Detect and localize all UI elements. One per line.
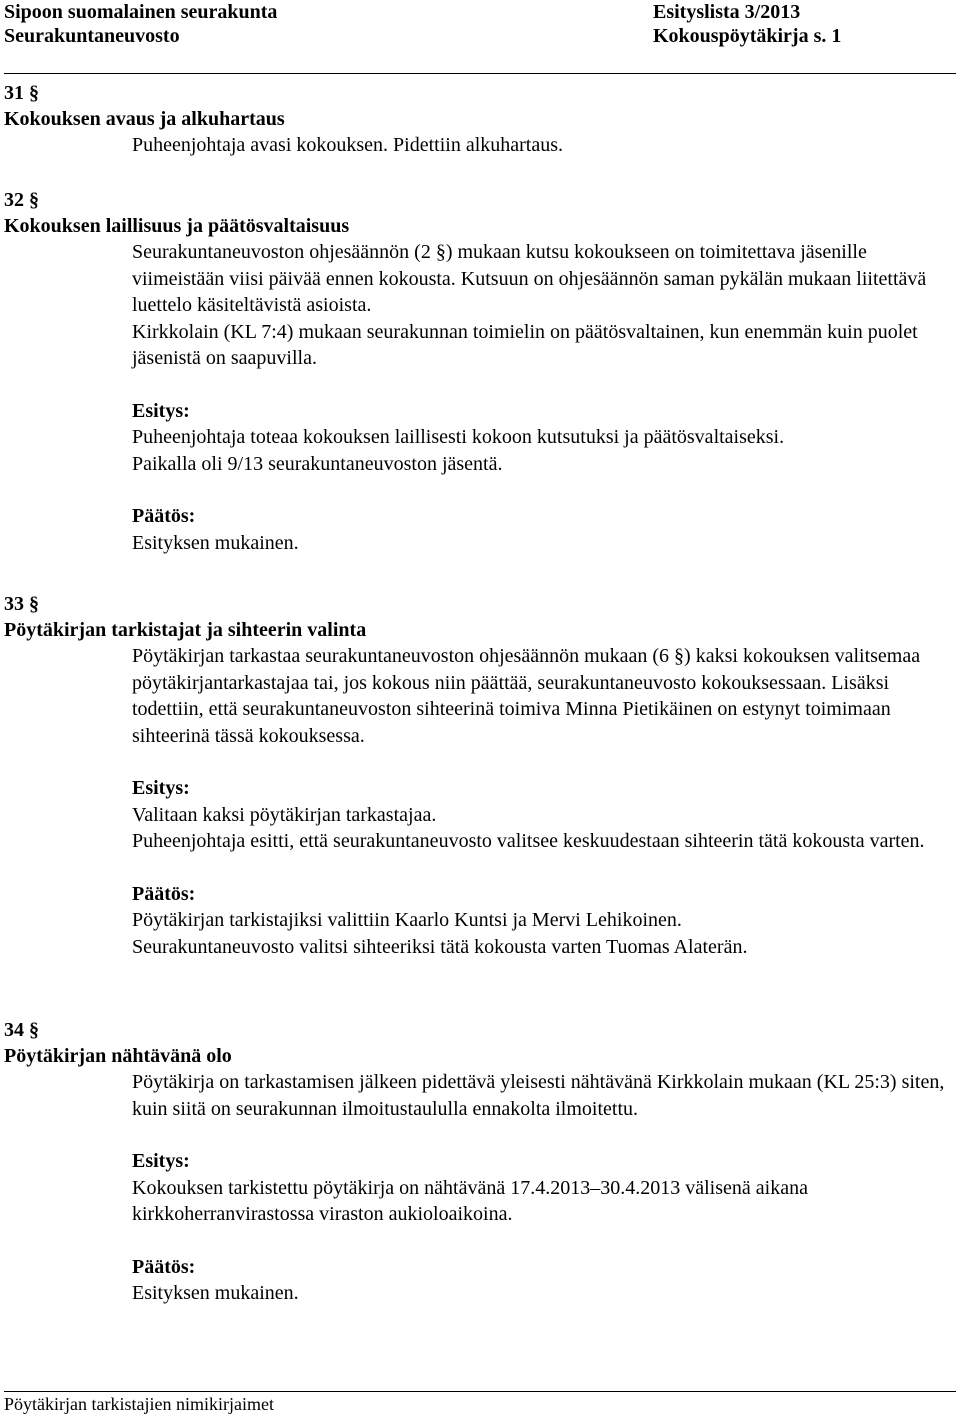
section-number: 33 § (4, 593, 39, 615)
section-body (132, 1069, 956, 1307)
proposal-label: Esitys: (132, 777, 190, 799)
decision-text: Esityksen mukainen. (132, 531, 299, 554)
section-34 (4, 1017, 956, 1307)
agenda-number: Esityslista 3/2013 (653, 1, 801, 23)
section-title: Pöytäkirjan tarkistajat ja sihteerin valinta (4, 619, 367, 641)
minutes-page: Kokouspöytäkirja s. 1 (653, 25, 842, 47)
footer-divider (4, 1391, 956, 1392)
section-title: Kokouksen avaus ja alkuhartaus (4, 108, 285, 130)
header-left (4, 0, 277, 48)
org-name: Sipoon suomalainen seurakunta (4, 1, 278, 23)
footer-initials-label: Pöytäkirjan tarkistajien nimikirjaimet (4, 1394, 274, 1414)
section-body (132, 239, 956, 556)
paragraph: Pöytäkirja on tarkastamisen jälkeen pidettävä yleisesti nähtävänä Kirkkolain mukaan (KL 25:3) siten, kuin siitä on seurakunnan ilmoitustaululla ennakolta ilmoitettu. (132, 1071, 945, 1120)
paragraph: Kirkkolain (KL 7:4) mukaan seurakunnan toimielin on päätösvaltainen, kun enemmän kuin puolet jäsenistä on saapuvilla. (132, 320, 918, 369)
section-32 (4, 187, 956, 556)
section-number: 34 § (4, 1019, 39, 1041)
paragraph: Seurakuntaneuvoston ohjesäännön (2 §) mukaan kutsu kokoukseen on toimitettava jäsenille viimeistään viisi päivää ennen kokousta. Kutsuun on ohjesäännön saman pykälän mukaan liitettävä luettelo käsiteltävistä asioista. (132, 241, 927, 316)
body-name: Seurakuntaneuvosto (4, 25, 180, 47)
proposal-text: Kokouksen tarkistettu pöytäkirja on nähtävänä 17.4.2013–30.4.2013 välisenä aikana kirkkoherranvirastossa viraston aukioloaikoina. (132, 1176, 808, 1225)
proposal-text: Puheenjohtaja toteaa kokouksen laillisesti kokoon kutsutuksi ja päätösvaltaiseksi. (132, 426, 785, 448)
section-body (132, 643, 956, 960)
decision-text: Esityksen mukainen. (132, 1282, 299, 1304)
section-31 (4, 80, 956, 159)
paragraph: Pöytäkirjan tarkastaa seurakuntaneuvoston ohjesäännön mukaan (6 §) kaksi kokouksen valitsemaa pöytäkirjantarkastajaa tai, jos kokous niin päättää, seurakuntaneuvosto kokouksessaan. Lisäksi todettiin, että seurakuntaneuvoston sihteerinä toimiva Minna Pietikäinen on estynyt toimimaan sihteerinä tässä kokouksessa. (132, 645, 921, 747)
decision-label: Päätös: (132, 1255, 196, 1278)
header-right (653, 0, 841, 48)
decision-label: Päätös: (132, 505, 196, 527)
proposal-text: Valitaan kaksi pöytäkirjan tarkastajaa. (132, 803, 437, 826)
section-33 (4, 591, 956, 960)
section-number: 31 § (4, 82, 39, 104)
proposal-label: Esitys: (132, 399, 190, 422)
section-title: Kokouksen laillisuus ja päätösvaltaisuus (4, 215, 350, 237)
proposal-text: Puheenjohtaja esitti, että seurakuntaneuvosto valitsee keskuudestaan sihteerin tätä kokousta varten. (132, 830, 925, 852)
paragraph: Puheenjohtaja avasi kokouksen. Pidettiin alkuhartaus. (132, 134, 564, 156)
proposal-label: Esitys: (132, 1150, 190, 1172)
section-number: 32 § (4, 189, 39, 211)
decision-text: Seurakuntaneuvosto valitsi sihteeriksi tätä kokousta varten Tuomas Alaterän. (132, 935, 748, 958)
proposal-text: Paikalla oli 9/13 seurakuntaneuvoston jäsentä. (132, 452, 503, 475)
section-title: Pöytäkirjan nähtävänä olo (4, 1045, 232, 1067)
decision-text: Pöytäkirjan tarkistajiksi valittiin Kaarlo Kuntsi ja Mervi Lehikoinen. (132, 909, 682, 931)
decision-label: Päätös: (132, 882, 196, 905)
header-divider (4, 73, 956, 74)
section-body (132, 132, 956, 159)
